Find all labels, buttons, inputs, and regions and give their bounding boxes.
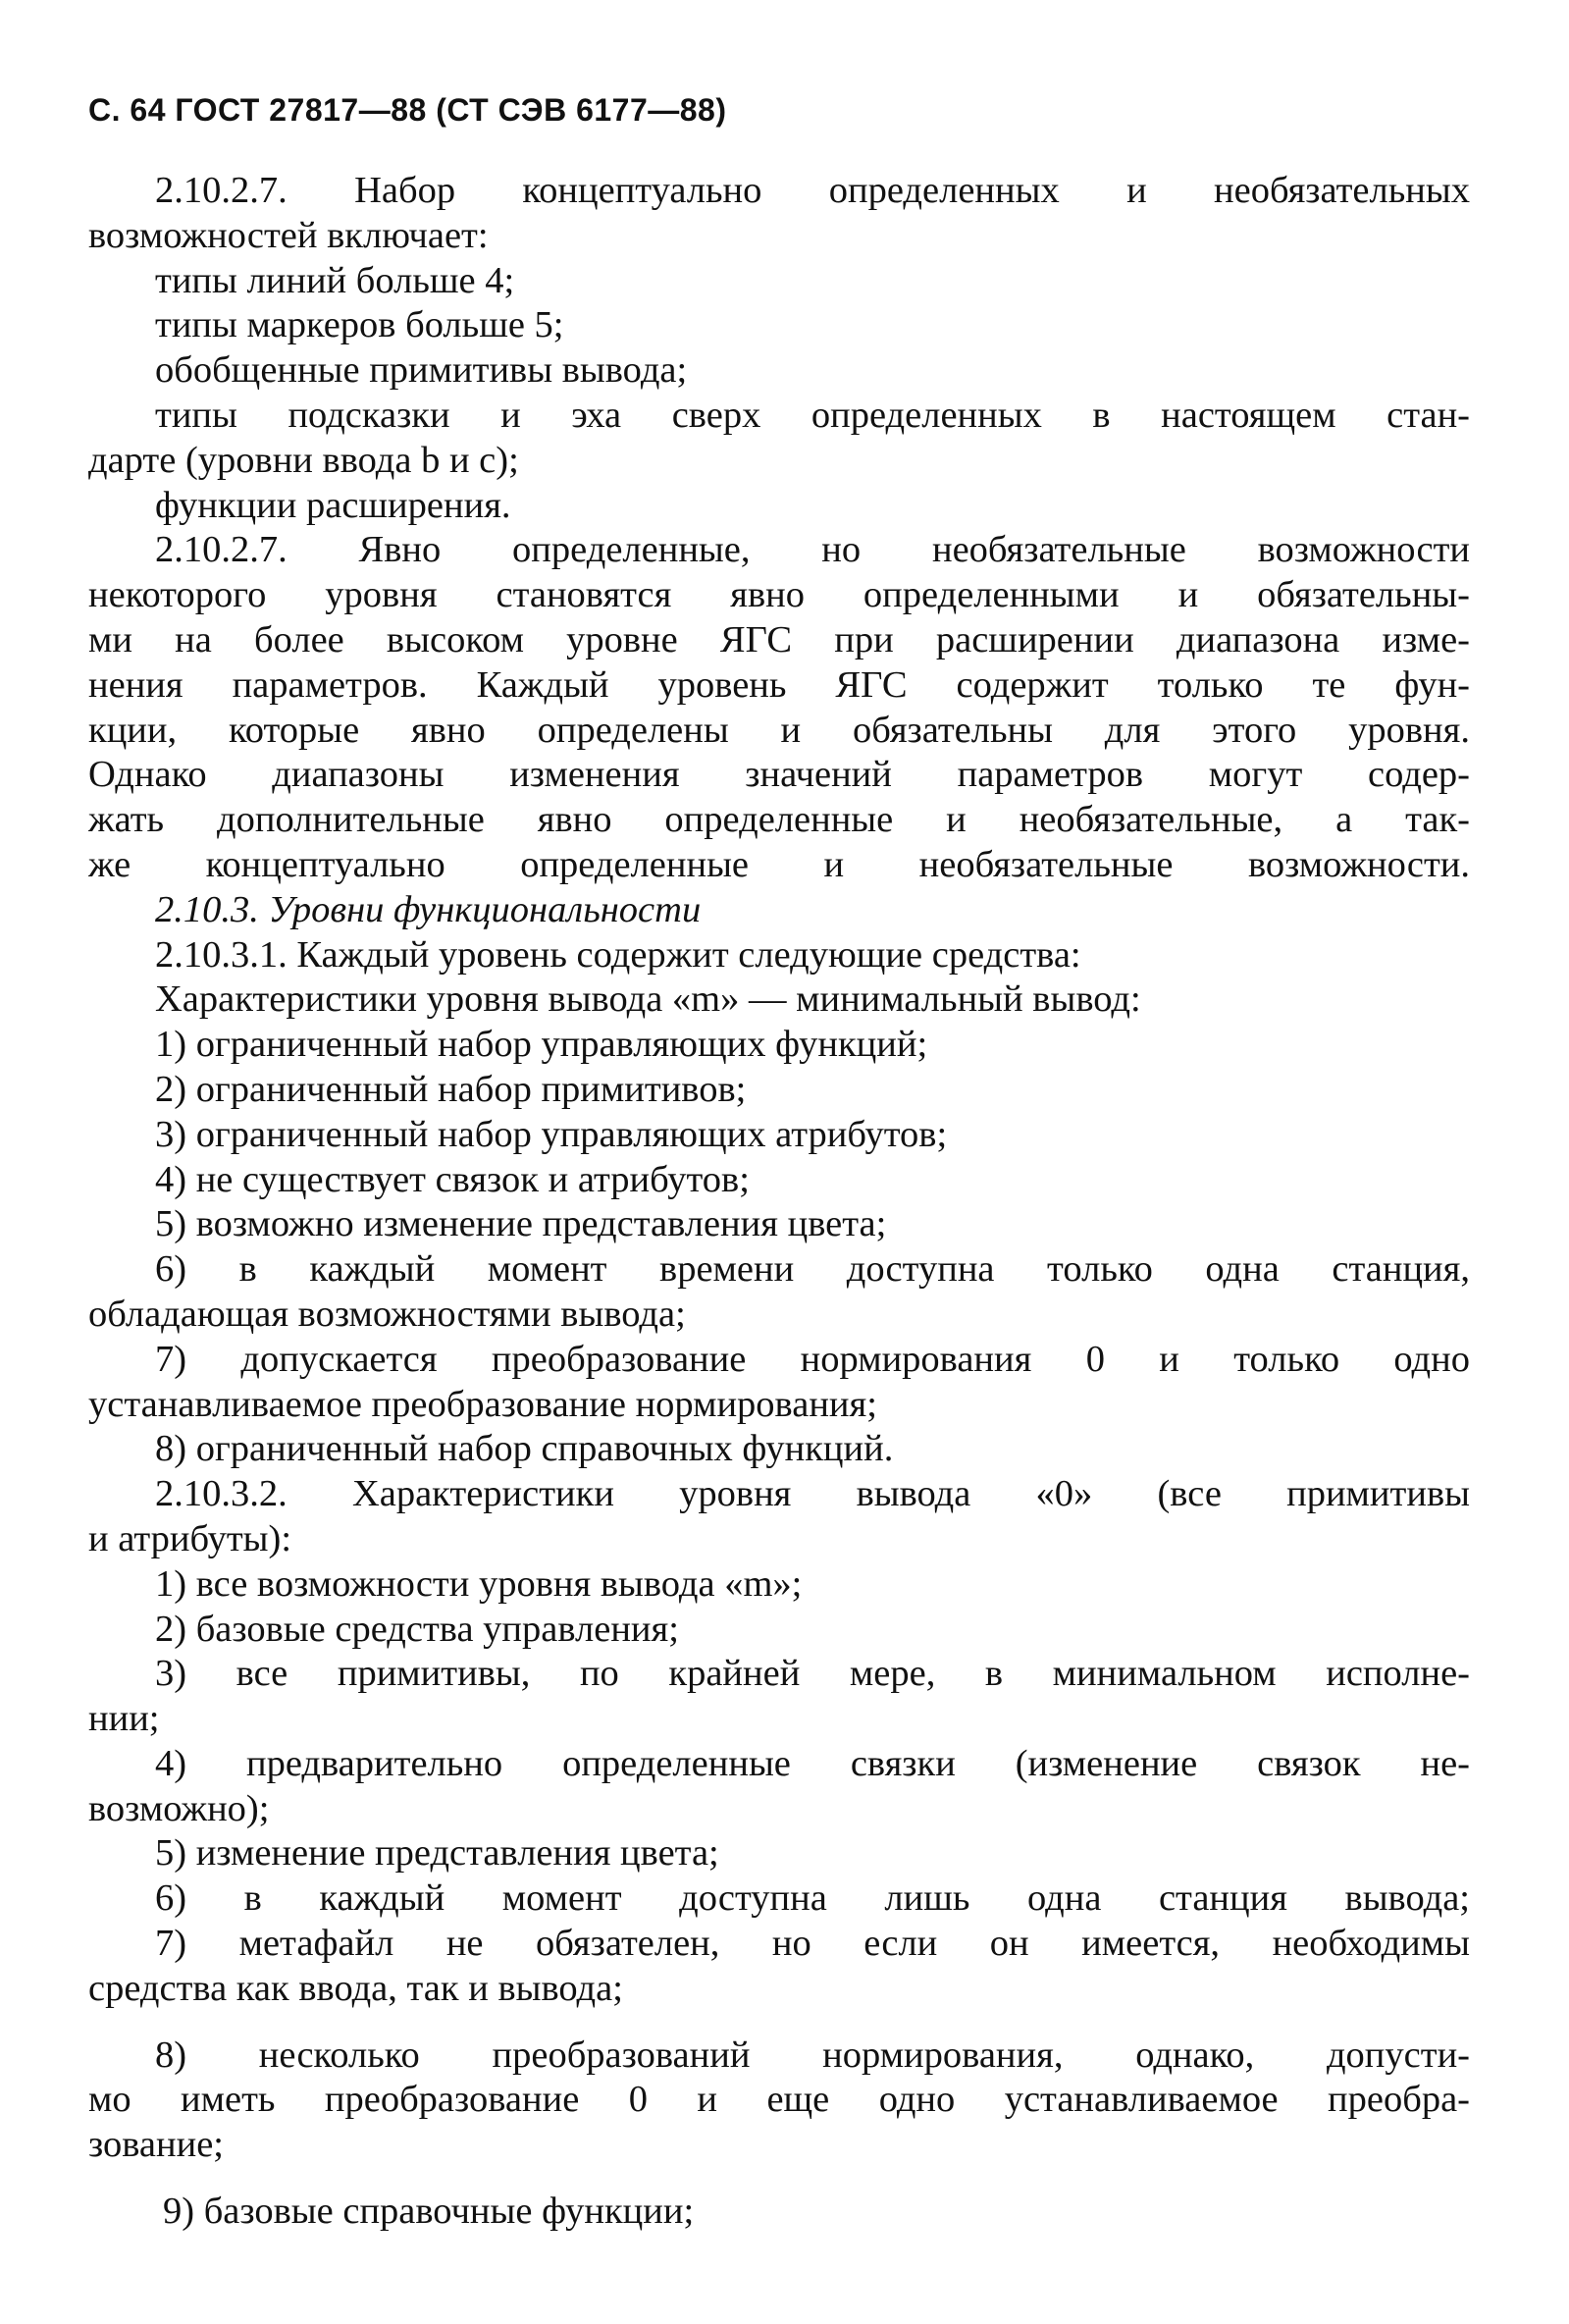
text-line: 9) базовые справочные функции; xyxy=(163,2191,695,2233)
text-line: 8) несколько преобразований нормирования, однако, допусти- xyxy=(155,2034,1470,2076)
text-line: возможностей включает: xyxy=(88,214,489,256)
text-line: 2.10.3.1. Каждый уровень содержит следующие средства: xyxy=(155,933,1081,976)
text-line: дарте (уровни ввода b и с); xyxy=(88,439,519,481)
text-line: 1) ограниченный набор управляющих функций; xyxy=(155,1024,928,1066)
text-line: 2) ограниченный набор примитивов; xyxy=(155,1068,747,1110)
paragraph-gap xyxy=(88,2168,1470,2190)
text-line: 2.10.3. Уровни функциональности xyxy=(155,888,702,930)
page-header: С. 64 ГОСТ 27817—88 (СТ СЭВ 6177—88) xyxy=(88,92,727,128)
text-line: 7) метафайл не обязателен, но если он имеется, необходимы xyxy=(155,1923,1470,1965)
text-line: нения параметров. Каждый уровень ЯГС содержит только те фун- xyxy=(88,663,1470,706)
text-line: ми на более высоком уровне ЯГС при расширении диапазона изме- xyxy=(88,618,1470,660)
text-line: и атрибуты): xyxy=(88,1517,292,1559)
text-line: 5) возможно изменение представления цвета; xyxy=(155,1203,887,1245)
paragraph-gap xyxy=(88,2012,1470,2034)
text-line: 8) ограниченный набор справочных функций. xyxy=(155,1428,894,1470)
text-line: типы подсказки и эха сверх определенных в настоящем стан- xyxy=(155,394,1470,436)
text-line: 2.10.3.2. Характеристики уровня вывода «0» (все примитивы xyxy=(155,1473,1470,1515)
text-line: возможно); xyxy=(88,1787,270,1829)
text-line: 5) изменение представления цвета; xyxy=(155,1832,719,1875)
text-line: 4) не существует связок и атрибутов; xyxy=(155,1158,750,1200)
text-line: 6) в каждый момент доступна лишь одна станция вывода; xyxy=(155,1877,1470,1920)
text-line: Однако диапазоны изменения значений параметров могут содер- xyxy=(88,754,1470,796)
text-line: 4) предварительно определенные связки (изменение связок не- xyxy=(155,1742,1470,1784)
text-line: 2.10.2.7. Явно определенные, но необязательные возможности xyxy=(155,529,1470,571)
text-line: устанавливаемое преобразование нормирования; xyxy=(88,1383,877,1425)
text-line: типы линий больше 4; xyxy=(155,259,515,301)
text-line: 1) все возможности уровня вывода «m»; xyxy=(155,1562,803,1605)
text-line: обладающая возможностями вывода; xyxy=(88,1293,686,1335)
text-line: мо иметь преобразование 0 и еще одно устанавливаемое преобра- xyxy=(88,2079,1470,2121)
text-line: некоторого уровня становятся явно определенными и обязательны- xyxy=(88,574,1470,616)
text-line: 7) допускается преобразование нормирования 0 и только одно xyxy=(155,1338,1470,1380)
text-line: 3) ограниченный набор управляющих атрибутов; xyxy=(155,1113,948,1155)
text-line: жать дополнительные явно определенные и необязательные, а так- xyxy=(88,799,1470,841)
text-line: обобщенные примитивы вывода; xyxy=(155,349,688,392)
text-line: Характеристики уровня вывода «m» — минимальный вывод: xyxy=(155,978,1141,1021)
text-line: кции, которые явно определены и обязательны для этого уровня. xyxy=(88,709,1470,751)
text-line: средства как ввода, так и вывода; xyxy=(88,1967,623,2009)
text-line: 2) базовые средства управления; xyxy=(155,1608,679,1650)
text-line: 3) все примитивы, по крайней мере, в минимальном исполне- xyxy=(155,1653,1470,1695)
text-line: типы маркеров больше 5; xyxy=(155,304,564,346)
body-text xyxy=(88,169,1470,2235)
document-page xyxy=(88,90,1470,2279)
text-line: же концептуально определенные и необязательные возможности. xyxy=(88,843,1470,885)
text-line: 2.10.2.7. Набор концептуально определенных и необязательных xyxy=(155,170,1470,211)
text-line: нии; xyxy=(88,1698,160,1740)
text-line: зование; xyxy=(88,2124,224,2166)
text-line: 6) в каждый момент времени доступна только одна станция, xyxy=(155,1248,1470,1291)
text-line: функции расширения. xyxy=(155,484,511,526)
